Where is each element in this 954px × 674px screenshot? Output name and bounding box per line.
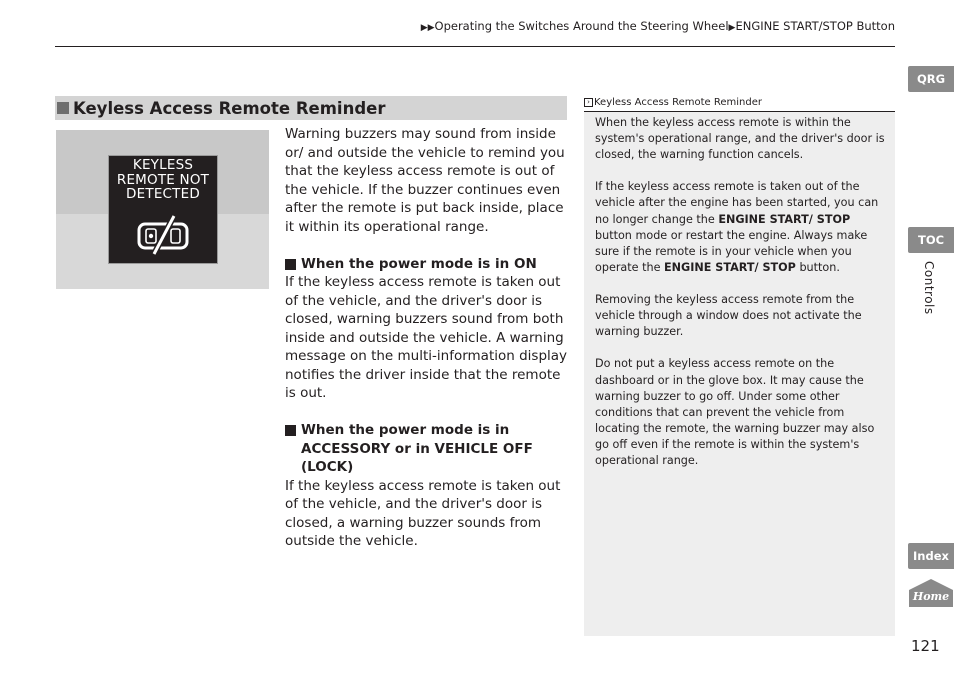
side-note-panel <box>584 94 895 636</box>
multi-information-display <box>108 155 218 264</box>
power-on-paragraph: If the keyless access remote is taken out of the vehicle, and the driver's door is closed, warning buzzers sound from both inside and outside the vehicle. A warning message on the multi-information display notifies the driver inside that the remote is out. <box>285 274 568 401</box>
toc-tab[interactable]: TOC <box>908 227 954 253</box>
display-illustration <box>56 130 269 289</box>
accessory-heading <box>285 421 569 477</box>
side-paragraph-2: If the keyless access remote is taken out of the vehicle after the engine has been started, you can no longer change the ENGINE START/ STOP button mode or restart the engine. Always make sure if the remote is in your vehicle when you operate the ENGINE START/ STOP button. <box>595 180 879 274</box>
page-number: 121 <box>911 637 940 655</box>
note-marker-icon: › <box>584 98 593 107</box>
side-paragraph-1: When the keyless access remote is within the system's operational range, and the driver's door is closed, the warning function cancels. <box>595 116 885 162</box>
chapter-label: Controls <box>922 261 936 315</box>
breadcrumb <box>421 19 895 33</box>
power-on-heading <box>285 255 569 274</box>
section-header <box>55 96 567 120</box>
power-on-heading-text: When the power mode is in ON <box>301 255 537 272</box>
breadcrumb-separator: ▶ <box>728 23 736 33</box>
qrg-tab[interactable]: QRG <box>908 66 954 92</box>
body-text <box>285 125 569 551</box>
accessory-paragraph: If the keyless access remote is taken out of the vehicle, and the driver's door is closed, a warning buzzer sounds from outside the vehicle. <box>285 477 561 549</box>
accessory-heading-text: When the power mode is in ACCESSORY or in VEHICLE OFF (LOCK) <box>301 422 533 475</box>
display-line-2: REMOTE NOT <box>116 171 210 188</box>
section-square-icon <box>57 102 69 114</box>
bullet-square-icon <box>285 425 296 436</box>
bullet-square-icon <box>285 259 296 270</box>
remote-crossed-icon <box>136 214 192 256</box>
display-line-1: KEYLESS <box>132 157 194 173</box>
display-line-3: DETECTED <box>126 186 200 202</box>
side-paragraph-4: Do not put a keyless access remote on the dashboard or in the glove box. It may cause the warning buzzer to go off. Under some other conditions that can prevent the vehicle from locating the remote, the warning buzzer may also go off even if the remote is within the system's operational range. <box>595 357 875 467</box>
breadcrumb-arrows: ▶▶ <box>420 23 435 33</box>
breadcrumb-part-2[interactable]: ENGINE START/STOP Button <box>735 19 895 33</box>
home-button[interactable] <box>908 578 954 608</box>
side-paragraph-3: Removing the keyless access remote from the vehicle through a window does not activate the warning buzzer. <box>595 293 862 339</box>
index-tab[interactable]: Index <box>908 543 954 569</box>
section-title: Keyless Access Remote Reminder <box>73 98 386 118</box>
side-note-body <box>595 115 887 485</box>
side-note-title <box>584 94 895 112</box>
side-note-title-text: Keyless Access Remote Reminder <box>594 97 762 108</box>
display-message <box>109 158 217 202</box>
home-label: Home <box>912 590 950 603</box>
header-divider <box>55 46 895 47</box>
intro-paragraph: Warning buzzers may sound from inside or/ and outside the vehicle to remind you that the keyless access remote is out of the vehicle. If the buzzer continues even after the remote is put back inside, place it within its operational range. <box>285 126 565 235</box>
breadcrumb-part-1[interactable]: Operating the Switches Around the Steering Wheel <box>434 19 729 33</box>
